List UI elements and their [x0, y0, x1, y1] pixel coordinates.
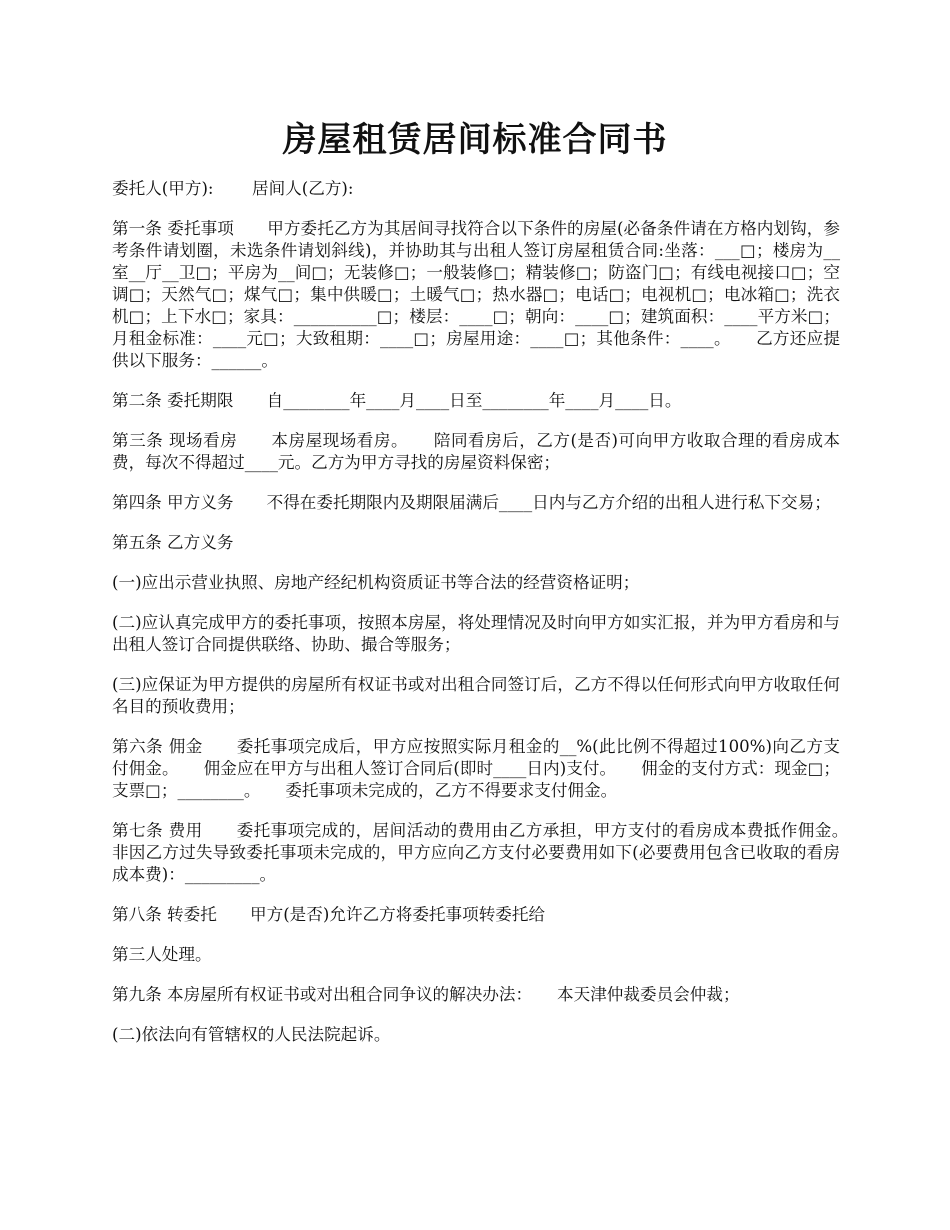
clause-9-item-2: (二)依法向有管辖权的人民法院起诉。 [112, 1025, 391, 1044]
clause-1-entrusted-matters: 第一条 委托事项 甲方委托乙方为其居间寻找符合以下条件的房屋(必备条件请在方格内划钩，参考条件请划圈，未选条件请划斜线)，并协助其与出租人签订房屋租赁合同:坐落：___□；楼房为__室__厅__卫□；平房为__间□；无装修□；一般装修□；精装修□；防盗门□；有线电视接口□；空调□；天然气□；煤气□；集中供暖□；土暖气□；热水器□；电话□；电视机□；电冰箱□；洗衣机□；上下水□；家具：__________□；楼层：____□；朝向：____□；建筑面积：____平方米□；月租金标准：____元□；大致租期：____□；房屋用途：____□；其他条件：____。 乙方还应提供以下服务：______。 [112, 219, 840, 370]
clause-5-item-1: (一)应出示营业执照、房地产经纪机构资质证书等合法的经营资格证明； [112, 573, 640, 592]
party-line: 委托人(甲方): 居间人(乙方): [112, 179, 354, 198]
clause-8-subdelegation: 第八条 转委托 甲方(是否)允许乙方将委托事项转委托给 [112, 905, 546, 924]
clause-8-continued: 第三人处理。 [112, 945, 212, 964]
clause-3-viewing: 第三条 现场看房 本房屋现场看房。 陪同看房后，乙方(是否)可向甲方收取合理的看房成本费，每次不得超过____元。乙方为甲方寻找的房屋资料保密； [112, 431, 840, 472]
clause-7-fees: 第七条 费用 委托事项完成的，居间活动的费用由乙方承担，甲方支付的看房成本费抵作佣金。 非因乙方过失导致委托事项未完成的，甲方应向乙方支付必要费用如下(必要费用包含已收取的看房成本费)：_________。 [112, 821, 874, 884]
document-title: 房屋租赁居间标准合同书 [282, 120, 668, 160]
clause-5-party-b-obligations: 第五条 乙方义务 [112, 533, 234, 552]
clause-5-item-3: (三)应保证为甲方提供的房屋所有权证书或对出租合同签订后，乙方不得以任何形式向甲方收取任何名目的预收费用； [112, 675, 840, 716]
clause-5-item-2: (二)应认真完成甲方的委托事项，按照本房屋，将处理情况及时向甲方如实汇报，并为甲方看房和与出租人签订合同提供联络、协助、撮合等服务； [112, 613, 840, 654]
clause-9-dispute-resolution: 第九条 本房屋所有权证书或对出租合同争议的解决办法： 本天津仲裁委员会仲裁； [112, 985, 740, 1004]
clause-2-term: 第二条 委托期限 自________年____月____日至________年____月____日。 [112, 391, 682, 410]
document-body [112, 178, 874, 1064]
clause-6-commission: 第六条 佣金 委托事项完成后，甲方应按照实际月租金的__%(此比例不得超过100%)向乙方支付佣金。 佣金应在甲方与出租人签订合同后(即时____日内)支付。 佣金的支付方式：现金□；支票□；________。 委托事项未完成的，乙方不得要求支付佣金。 [112, 737, 840, 800]
clause-4-party-a-obligations: 第四条 甲方义务 不得在委托期限内及期限届满后____日内与乙方介绍的出租人进行私下交易； [112, 493, 831, 512]
